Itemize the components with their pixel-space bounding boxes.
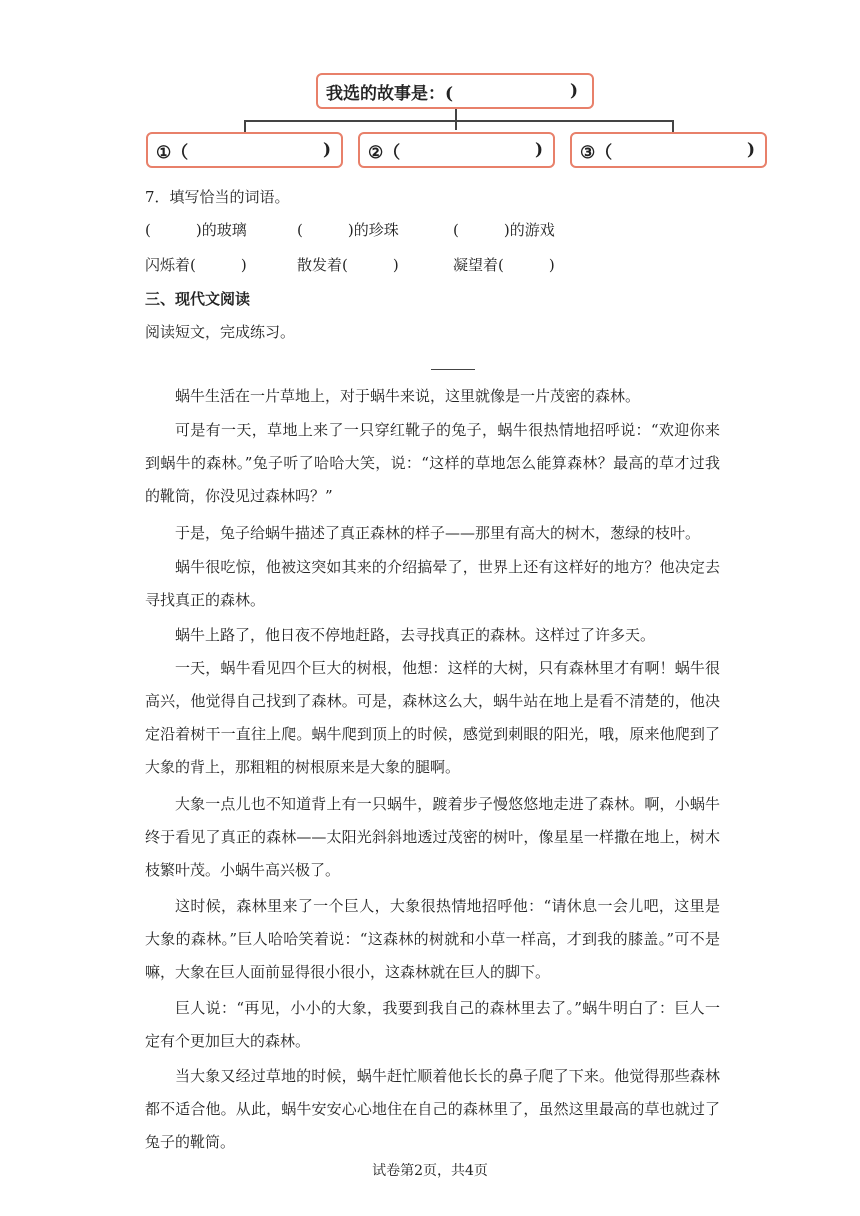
- connector-right: [672, 120, 674, 132]
- fill-blank-twinkling: 闪烁着( ): [145, 256, 247, 274]
- fill-blank-gazing: 凝望着( ): [453, 256, 555, 274]
- reading-instruction: 阅读短文，完成练习。: [145, 323, 296, 341]
- blank-passage-title: [431, 369, 475, 370]
- branch-close-1: ): [322, 140, 331, 160]
- paragraph-4: 蜗牛很吃惊，他被这突如其来的介绍搞晕了，世界上还有这样好的地方？他决定去寻找真正的森林。: [145, 558, 720, 609]
- branch-box-2: [358, 132, 555, 168]
- connector-horizontal: [244, 120, 674, 122]
- branch-box-3: [570, 132, 767, 168]
- paragraph-3: 于是，兔子给蜗牛描述了真正森林的样子——那里有高大的树木，葱绿的枝叶。: [175, 524, 701, 542]
- paragraph-6: 一天，蜗牛看见四个巨大的树根，他想：这样的大树，只有森林里才有啊！蜗牛很高兴，他觉得自己找到了森林。可是，森林这么大，蜗牛站在地上是看不清楚的，他决定沿着树干一直往上爬。蜗牛爬到顶上的时候，感觉到刺眼的阳光，哦，原来他爬到了大象的背上，那粗粗的树根原来是大象的腿啊。: [145, 659, 720, 776]
- fill-blank-glass: ( )的玻璃: [145, 221, 247, 239]
- fill-blank-emitting: 散发着( ): [297, 256, 399, 274]
- section-3-title: 三、现代文阅读: [145, 290, 251, 308]
- paragraph-5: 蜗牛上路了，他日夜不停地赶路，去寻找真正的森林。这样过了许多天。: [175, 626, 656, 644]
- paragraph-2: 可是有一天，草地上来了一只穿红靴子的兔子，蜗牛很热情地招呼说：“欢迎你来到蜗牛的森林。”兔子听了哈哈大笑，说：“这样的草地怎么能算森林？最高的草才过我的靴筒，你没见过森林吗？”: [145, 421, 720, 505]
- fill-blank-pearl: ( )的珍珠: [297, 221, 399, 239]
- branch-label-1: ①（: [156, 142, 189, 163]
- paragraph-7: 大象一点儿也不知道背上有一只蜗牛，踱着步子慢悠悠地走进了森林。啊，小蜗牛终于看见了真正的森林——太阳光斜斜地透过茂密的树叶，像星星一样撒在地上，树木枝繁叶茂。小蜗牛高兴极了。: [145, 795, 720, 879]
- selected-story-box: [316, 73, 594, 109]
- paragraph-8: 这时候，森林里来了一个巨人，大象很热情地招呼他：“请休息一会儿吧，这里是大象的森林。”巨人哈哈笑着说：“这森林的树就和小草一样高，才到我的膝盖。”可不是嘛，大象在巨人面前显得很小很小，这森林就在巨人的脚下。: [145, 897, 720, 981]
- page-footer: 试卷第2页，共4页: [372, 1163, 488, 1179]
- selected-story-label: 我选的故事是：(: [326, 83, 454, 104]
- branch-box-1: [146, 132, 343, 168]
- question-7-title: 7．填写恰当的词语。: [145, 188, 290, 206]
- branch-label-3: ③（: [580, 142, 613, 163]
- fill-blank-game: ( )的游戏: [453, 221, 555, 239]
- branch-label-2: ②（: [368, 142, 401, 163]
- selected-story-close: ): [569, 81, 578, 101]
- paragraph-1: 蜗牛生活在一片草地上，对于蜗牛来说，这里就像是一片茂密的森林。: [175, 387, 641, 405]
- paragraph-9: 巨人说：“再见，小小的大象，我要到我自己的森林里去了。”蜗牛明白了：巨人一定有个更加巨大的森林。: [145, 999, 720, 1050]
- paragraph-10: 当大象又经过草地的时候，蜗牛赶忙顺着他长长的鼻子爬了下来。他觉得那些森林都不适合他。从此，蜗牛安安心心地住在自己的森林里了，虽然这里最高的草也就过了兔子的靴筒。: [145, 1067, 720, 1151]
- branch-close-2: ): [534, 140, 543, 160]
- connector-left: [244, 120, 246, 132]
- branch-close-3: ): [746, 140, 755, 160]
